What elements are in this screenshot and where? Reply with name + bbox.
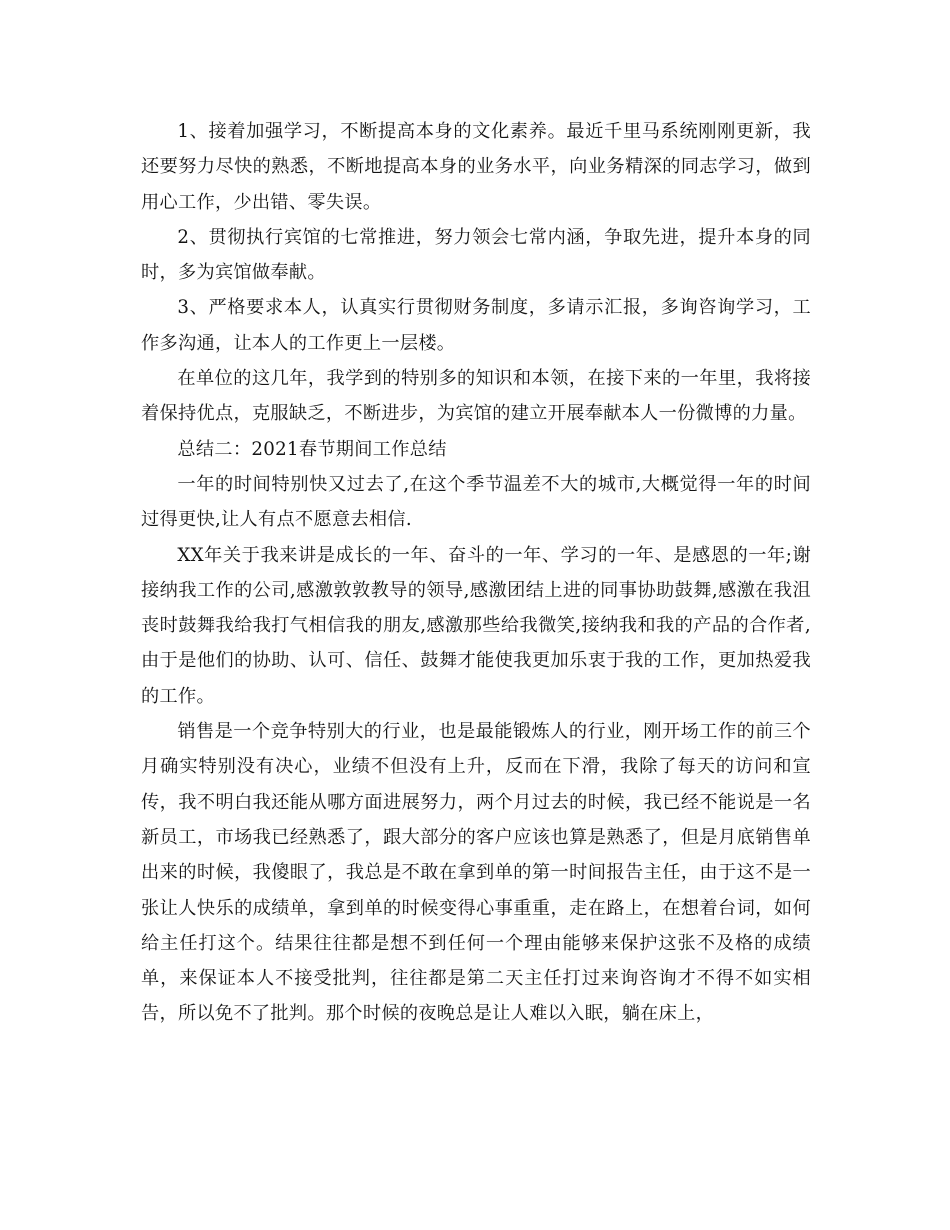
paragraph-gratitude: XX年关于我来讲是成长的一年、奋斗的一年、学习的一年、是感恩的一年;谢接纳我工作的公司,感激敦敦教导的领导,感激团结上进的同事协助鼓舞,感激在我沮丧时鼓舞我给我打气相信我的朋友,感激那些给我微笑,接纳我和我的产品的合作者,由于是他们的协助、认可、信任、鼓舞才能使我更加乐衷于我的工作，更加热爱我的工作。 [141,544,811,707]
section-heading: 总结二：2021春节期间工作总结 [177,438,447,460]
document-body [141,114,811,1032]
paragraph-sales: 销售是一个竞争特别大的行业，也是最能锻炼人的行业，刚开场工作的前三个月确实特别没有决心，业绩不但没有上升，反而在下滑，我除了每天的访问和宣传，我不明白我还能从哪方面进展努力，两个月过去的时候，我已经不能说是一名新员工，市场我已经熟悉了，跟大部分的客户应该也算是熟悉了，但是月底销售单出来的时候，我傻眼了，我总是不敢在拿到单的第一时间报告主任，由于这不是一张让人快乐的成绩单，拿到单的时候变得心事重重，走在路上，在想着台词，如何给主任打这个。结果往往都是想不到任何一个理由能够来保护这张不及格的成绩单，来保证本人不接受批判，往往都是第二天主任打过来询咨询才不得不如实相告，所以免不了批判。那个时候的夜晚总是让人难以入眠，躺在床上， [141,721,811,1025]
paragraph-intro: 一年的时间特别快又过去了,在这个季节温差不大的城市,大概觉得一年的时间过得更快,让人有点不愿意去相信. [141,473,811,531]
paragraph-item-1: 1、接着加强学习，不断提高本身的文化素养。最近千里马系统刚刚更新，我还要努力尽快的熟悉，不断地提高本身的业务水平，向业务精深的同志学习，做到用心工作，少出错、零失误。 [141,121,811,213]
paragraph-item-3: 3、严格要求本人，认真实行贯彻财务制度，多请示汇报，多询咨询学习，工作多沟通，让本人的工作更上一层楼。 [141,297,811,354]
paragraph-item-2: 2、贯彻执行宾馆的七常推进，努力领会七常内涵，争取先进，提升本身的同时，多为宾馆做奉献。 [141,226,811,284]
paragraph-closing: 在单位的这几年，我学到的特别多的知识和本领，在接下来的一年里，我将接着保持优点，克服缺乏，不断进步，为宾馆的建立开展奉献本人一份微博的力量。 [141,368,811,425]
